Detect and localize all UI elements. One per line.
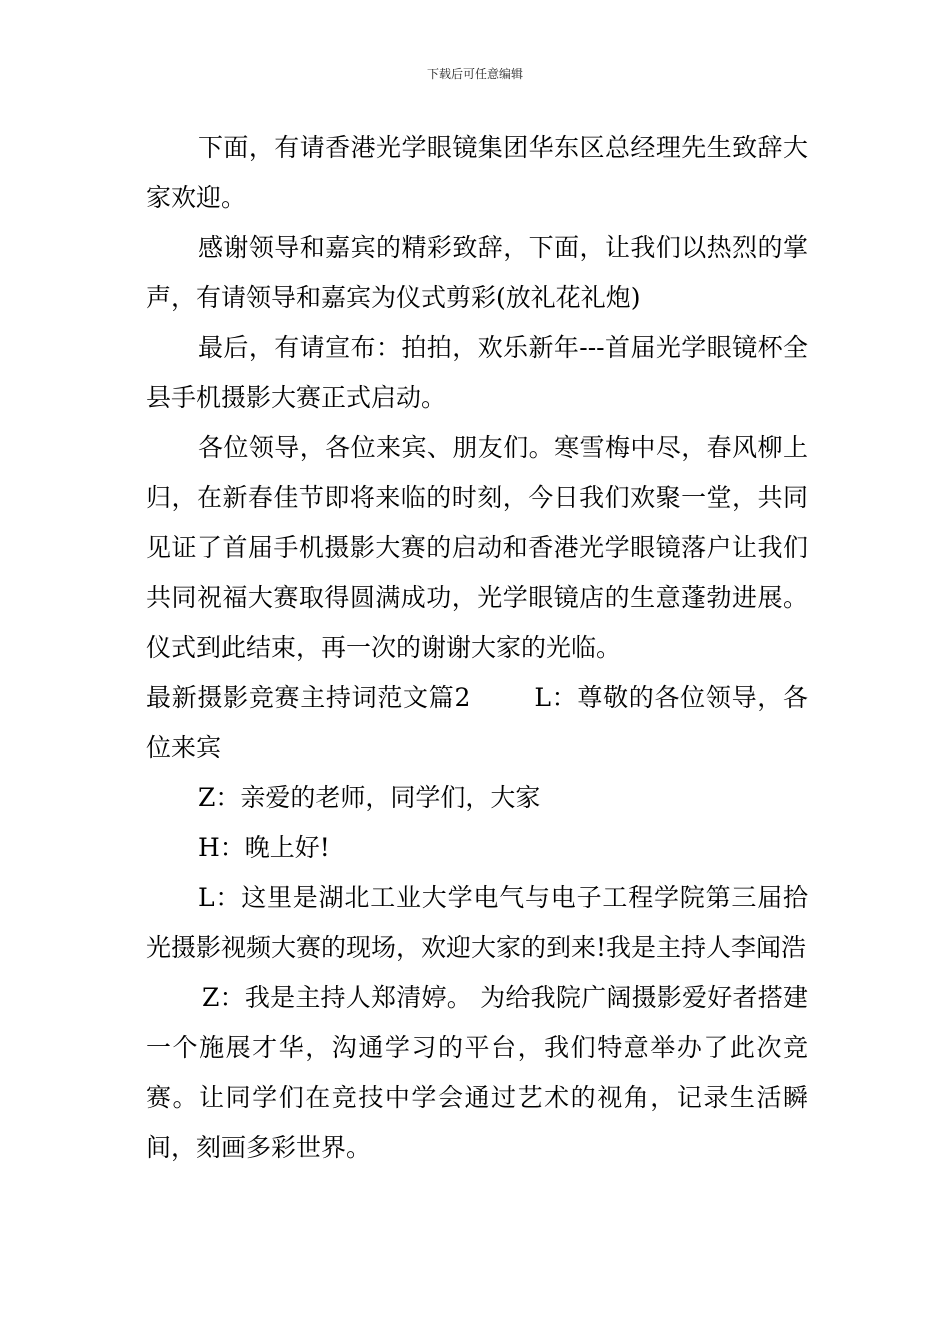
- dialogue-line-h-greeting: H：晚上好!: [198, 833, 330, 862]
- paragraph-speech-invite: 下面，有请香港光学眼镜集团华东区总经理先生致辞大家欢迎。: [146, 133, 808, 212]
- section-title: 最新摄影竞赛主持词范文篇2: [146, 683, 471, 712]
- paragraph-ribbon-cutting: 感谢领导和嘉宾的精彩致辞，下面，让我们以热烈的掌声，有请领导和嘉宾为仪式剪彩(放礼花礼炮): [146, 233, 808, 312]
- dialogue-line-z-greeting: Z：亲爱的老师，同学们，大家: [198, 783, 541, 812]
- dialogue-line-z-intro: Z：我是主持人郑清婷。 为给我院广阔摄影爱好者搭建一个施展才华，沟通学习的平台，我们特意举办了此次竞赛。让同学们在竞技中学会通过艺术的视角，记录生活瞬间，刻画多彩世界。: [146, 983, 808, 1162]
- page-header-note: 下载后可任意编辑: [426, 67, 523, 81]
- dialogue-line-l-intro: L：这里是湖北工业大学电气与电子工程学院第三届拾光摄影视频大赛的现场，欢迎大家的到来!我是主持人李闻浩: [146, 883, 808, 962]
- paragraph-closing-remarks: 各位领导，各位来宾、朋友们。寒雪梅中尽，春风柳上归，在新春佳节即将来临的时刻，今日我们欢聚一堂，共同见证了首届手机摄影大赛的启动和香港光学眼镜落户让我们共同祝福大赛取得圆满成功，光学眼镜店的生意蓬勃进展。仪式到此结束，再一次的谢谢大家的光临。: [146, 433, 808, 662]
- paragraph-announcement: 最后，有请宣布：拍拍，欢乐新年---首届光学眼镜杯全县手机摄影大赛正式启动。: [146, 333, 808, 412]
- section-heading-paragraph: [146, 673, 808, 773]
- section-first-line: L：尊敬的各位领导，各位来宾: [146, 683, 808, 762]
- document-body: [146, 123, 808, 1173]
